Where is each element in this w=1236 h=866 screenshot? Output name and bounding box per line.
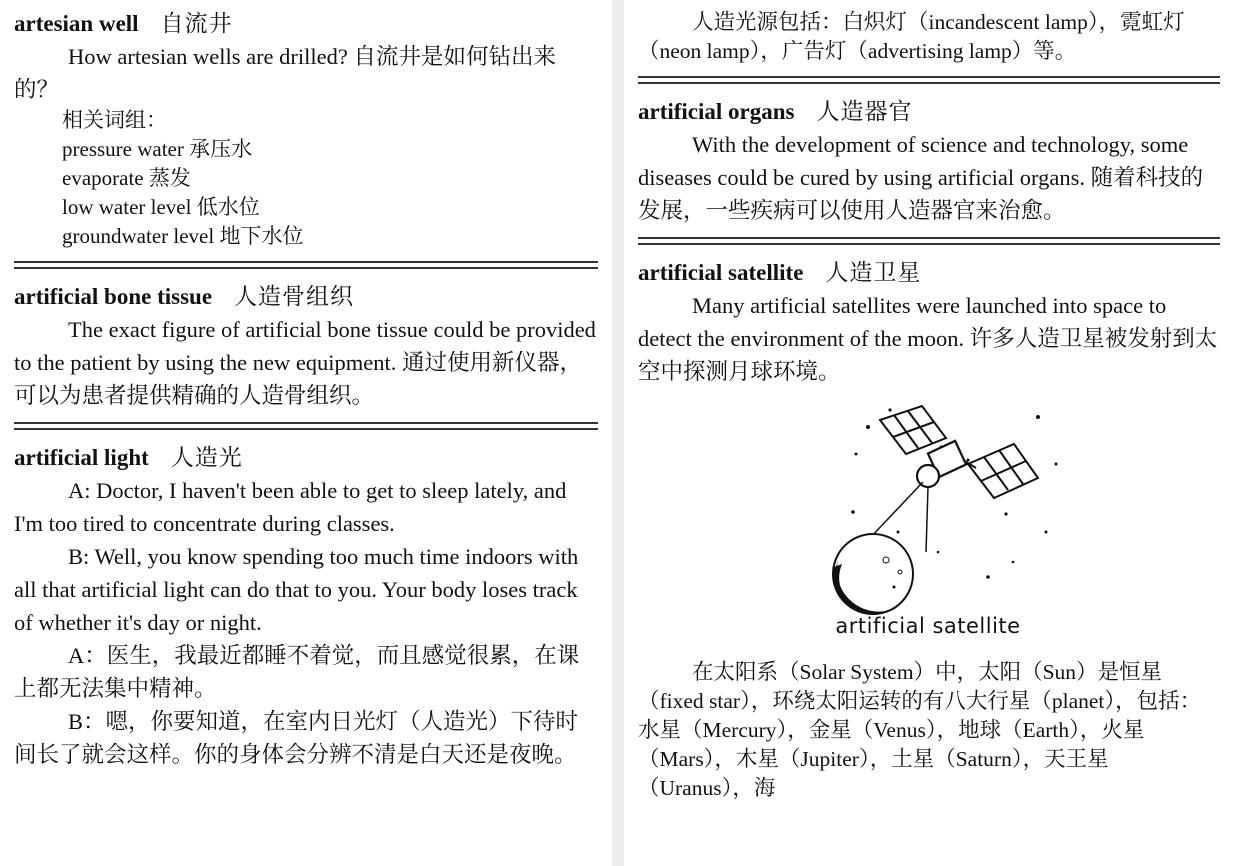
example-sentence: With the development of science and technology, some diseases could be cured by using artificial organs. 随着科技的发展，一些疾病可以使用人造器官来治愈。 <box>638 132 1204 223</box>
example-sentence: The exact figure of artificial bone tissue could be provided to the patient by using the new equipment. 通过使用新仪器，可以为患者提供精确的人造骨组织。 <box>14 317 596 408</box>
headword-en: artificial light <box>14 445 149 470</box>
related-phrases <box>62 106 598 251</box>
headword-en: artificial bone tissue <box>14 284 213 309</box>
headword-zh: 人造器官 <box>816 99 913 124</box>
entry-artesian-well <box>14 8 598 251</box>
entry-heading <box>14 8 598 40</box>
headword-zh: 人造骨组织 <box>234 284 355 309</box>
entry-artificial-light <box>14 442 598 771</box>
headword-zh: 自流井 <box>160 11 233 36</box>
phrase-item: groundwater level 地下水位 <box>62 224 304 248</box>
entry-artificial-organs <box>638 96 1220 227</box>
entry-artificial-satellite <box>638 257 1220 803</box>
section-divider <box>14 261 598 269</box>
example-sentence: How artesian wells are drilled? 自流井是如何钻出来的？ <box>14 44 557 102</box>
related-label: 相关词组： <box>62 108 167 132</box>
entry-artificial-bone-tissue <box>14 281 598 412</box>
dialogue-line-b-en: B: Well, you know spending too much time indoors with all that artificial light can do that to you. Your body loses track of whether it's day or night. <box>14 544 579 635</box>
headword-en: artificial organs <box>638 99 795 124</box>
headword-en: artesian well <box>14 11 139 36</box>
phrase-item: low water level 低水位 <box>62 195 260 219</box>
dialogue-line-a-en: A: Doctor, I haven't been able to get to sleep lately, and I'm too tired to concentrate during classes. <box>14 478 567 536</box>
phrase-item: evaporate 蒸发 <box>62 166 191 190</box>
headword-zh: 人造卫星 <box>825 260 922 285</box>
left-column <box>0 0 612 866</box>
entry-heading <box>638 257 1220 289</box>
headword-en: artificial satellite <box>638 260 804 285</box>
solar-system-note: 在太阳系（Solar System）中，太阳（Sun）是恒星（fixed star），环绕太阳运转的有八大行星（planet），包括：水星（Mercury），金星（Venus），地球（Earth），火星（Mars），木星（Jupiter），土星（Saturn），天王星（Uranus），海 <box>638 660 1202 800</box>
entry-heading <box>14 442 598 474</box>
right-column <box>624 0 1236 866</box>
entry-heading <box>638 96 1220 128</box>
satellite-drawing-icon <box>828 402 1068 617</box>
section-divider <box>638 237 1220 245</box>
dialogue-line-a-zh: A：医生，我最近都睡不着觉，而且感觉很累，在课上都无法集中精神。 <box>14 643 580 701</box>
light-source-note: 人造光源包括：白炽灯（incandescent lamp），霓虹灯（neon lamp），广告灯（advertising lamp）等。 <box>638 10 1185 63</box>
entry-heading <box>14 281 598 313</box>
phrase-item: pressure water 承压水 <box>62 137 253 161</box>
satellite-illustration <box>638 402 1220 642</box>
section-divider <box>14 422 598 430</box>
example-sentence: Many artificial satellites were launched into space to detect the environment of the moon. 许多人造卫星被发射到太空中探测月球环境。 <box>638 293 1218 384</box>
section-divider <box>638 76 1220 84</box>
headword-zh: 人造光 <box>170 445 243 470</box>
dialogue-line-b-zh: B：嗯，你要知道，在室内日光灯（人造光）下待时间长了就会这样。你的身体会分辨不清是白天还是夜晚。 <box>14 709 579 767</box>
figure-caption: artificial satellite <box>835 614 1021 638</box>
